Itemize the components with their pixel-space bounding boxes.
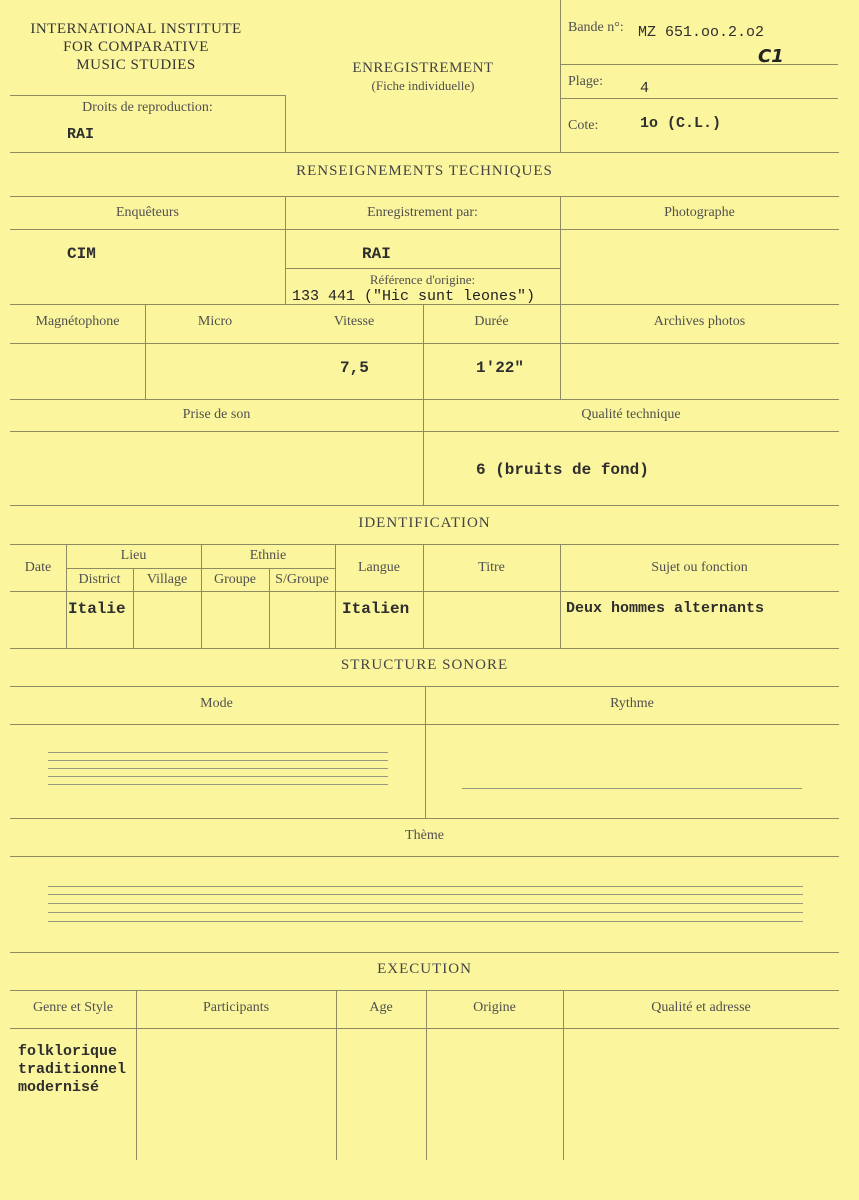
theme-staff-line-5 (48, 921, 803, 922)
identification-section-title: IDENTIFICATION (358, 515, 491, 531)
rhythm-line (462, 788, 802, 789)
recorded-by-label: Enregistrement par: (367, 205, 478, 220)
genre-value: folklorique traditionnel modernisé (18, 1043, 127, 1096)
photographer-label: Photographe (664, 205, 735, 220)
duration-value: 1'22" (476, 359, 525, 377)
identification-col-subject (560, 544, 561, 648)
title-label: Titre (478, 560, 505, 575)
execution-section-title: EXECUTION (377, 961, 472, 977)
track-line (560, 98, 838, 99)
technical-section-title: RENSEIGNEMENTS TECHNIQUES (296, 163, 553, 179)
structure-bottom-line (10, 952, 839, 953)
date-label: Date (24, 560, 52, 575)
theme-staff-line-1 (48, 886, 803, 887)
tape-line (560, 64, 838, 65)
mode-staff-line-5 (48, 784, 388, 785)
execution-col-2 (336, 990, 337, 1160)
technical-col-line-1 (285, 196, 286, 304)
rhythm-label: Rythme (610, 696, 654, 711)
mode-staff-line-1 (48, 752, 388, 753)
sound-capture-label: Prise de son (182, 407, 251, 422)
identification-col-title (423, 544, 424, 648)
theme-staff-line-3 (48, 903, 803, 904)
place-label: Lieu (120, 548, 147, 563)
technical-header-line (10, 229, 839, 230)
form-subtitle: (Fiche individuelle) (371, 78, 475, 93)
group-label: Groupe (214, 572, 256, 587)
theme-staff-line-4 (48, 912, 803, 913)
subgroup-label: S/Groupe (275, 572, 329, 587)
subject-value: Deux hommes alternants (566, 600, 765, 617)
header-divider-right (560, 0, 561, 152)
technical-row4-line (10, 399, 839, 400)
tape-handwritten-note: C1 (758, 46, 784, 67)
identification-col-language (335, 544, 336, 648)
execution-title-line (10, 990, 839, 991)
district-value: Italie (68, 600, 126, 618)
tape-label: Bande n°: (568, 20, 624, 35)
recorded-by-value: RAI (362, 245, 391, 263)
header-bottom-line (10, 152, 839, 153)
technical-row3-line (10, 343, 839, 344)
rights-top-line (10, 95, 285, 96)
technical-col-line-4 (423, 304, 424, 505)
recorder-label: Magnétophone (35, 314, 120, 329)
institute-line-2: FOR COMPARATIVE (63, 39, 209, 55)
technical-quality-value: 6 (bruits de fond) (476, 461, 649, 479)
technical-col-line-3 (145, 304, 146, 399)
structure-col-line (425, 686, 426, 818)
mode-label: Mode (200, 696, 233, 711)
theme-label: Thème (405, 828, 444, 843)
technical-bottom-line (10, 505, 839, 506)
rights-value: RAI (67, 126, 95, 143)
rights-label: Droits de reproduction: (82, 100, 213, 115)
duration-label: Durée (474, 314, 509, 329)
tape-value: MZ 651.oo.2.o2 (638, 24, 765, 41)
origin-label: Origine (473, 1000, 516, 1015)
ref-value: 1o (C.L.) (640, 115, 722, 132)
institute-line-1: INTERNATIONAL INSTITUTE (30, 21, 242, 37)
mode-staff-line-2 (48, 760, 388, 761)
subject-label: Sujet ou fonction (651, 560, 748, 575)
investigators-value: CIM (67, 245, 96, 263)
language-value: Italien (342, 600, 410, 618)
identification-col-subgroup (269, 568, 270, 648)
age-label: Age (369, 1000, 393, 1015)
ref-label: Cote: (568, 118, 599, 133)
participants-label: Participants (202, 1000, 270, 1015)
institute-line-3: MUSIC STUDIES (76, 57, 196, 73)
track-label: Plage: (568, 74, 603, 89)
execution-col-1 (136, 990, 137, 1160)
mode-staff-line-3 (48, 768, 388, 769)
identification-col-date (66, 544, 67, 648)
investigators-label: Enquêteurs (116, 205, 179, 220)
quality-label: Qualité et adresse (651, 1000, 751, 1015)
genre-label: Genre et Style (32, 1000, 114, 1015)
structure-section-title: STRUCTURE SONORE (340, 657, 509, 673)
district-label: District (78, 572, 121, 587)
speed-value: 7,5 (340, 359, 369, 377)
form-title: ENREGISTREMENT (352, 60, 494, 76)
structure-row-line (10, 818, 839, 819)
technical-row5-line (10, 431, 839, 432)
speed-label: Vitesse (333, 314, 375, 329)
identification-header-line (10, 591, 839, 592)
origin-ref-value: 133 441 ("Hic sunt leones") (292, 288, 536, 305)
identification-col-ethnic (201, 544, 202, 648)
execution-col-3 (426, 990, 427, 1160)
rights-right-line (285, 95, 286, 152)
track-value: 4 (640, 80, 650, 97)
mic-label: Micro (197, 314, 233, 329)
institute-name (6, 20, 266, 74)
photo-archives-label: Archives photos (653, 314, 746, 329)
technical-quality-label: Qualité technique (581, 407, 681, 422)
identification-title-line (10, 544, 839, 545)
language-label: Langue (358, 560, 400, 575)
village-label: Village (146, 572, 188, 587)
theme-header-line (10, 856, 839, 857)
identification-col-village (133, 568, 134, 648)
ethnic-label: Ethnie (249, 548, 287, 563)
mode-staff-line-4 (48, 776, 388, 777)
technical-title-line (10, 196, 839, 197)
origin-ref-label: Référence d'origine: (369, 272, 476, 287)
technical-col-line-2 (560, 196, 561, 399)
technical-row2-line (10, 304, 839, 305)
execution-header-line (10, 1028, 839, 1029)
identification-bottom-line (10, 648, 839, 649)
execution-col-4 (563, 990, 564, 1160)
theme-staff-line-2 (48, 894, 803, 895)
origin-ref-top-line (285, 268, 560, 269)
